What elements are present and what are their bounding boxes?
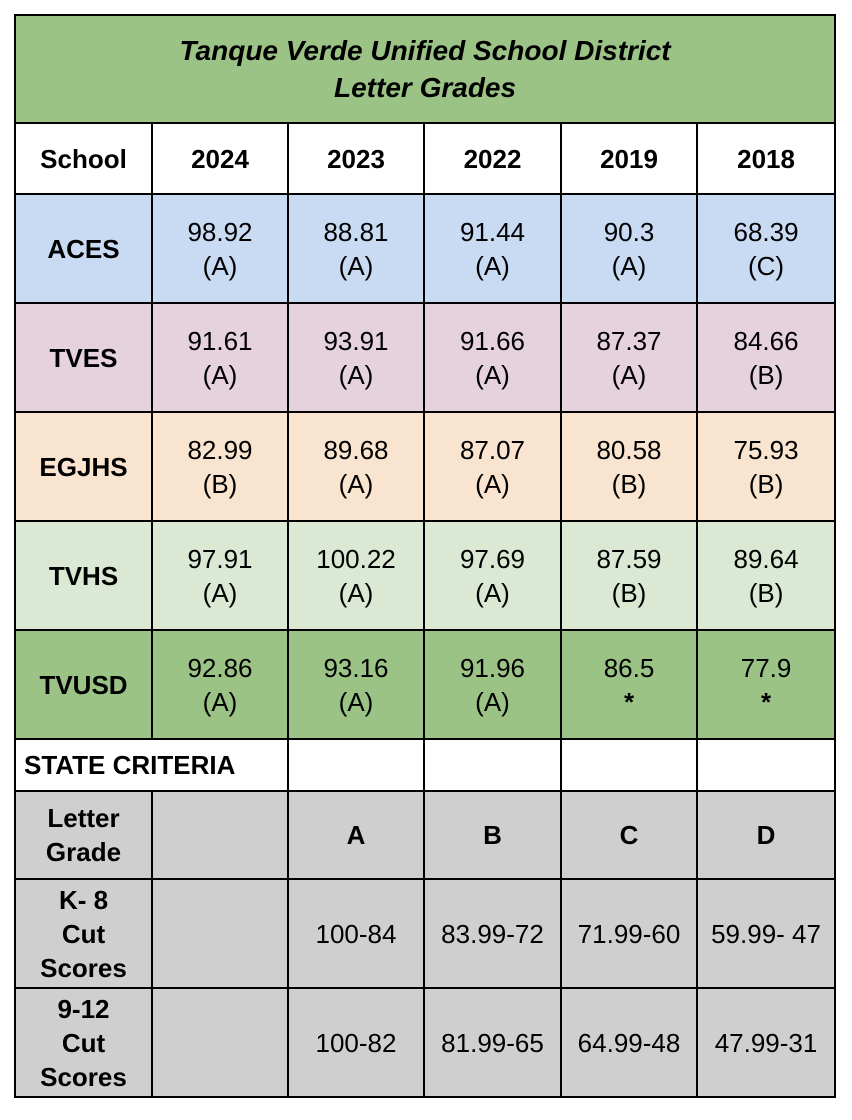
score-value: 84.66: [733, 325, 799, 356]
label-line: 9-12: [57, 993, 110, 1024]
score-value: 93.91: [323, 325, 389, 356]
label-line: Scores: [40, 952, 127, 983]
letter-grade-value: B: [424, 791, 561, 879]
score-grade: (A): [202, 686, 238, 717]
score-grade: (A): [202, 577, 238, 608]
score-value: 87.59: [596, 543, 662, 574]
score-cell: [288, 412, 424, 521]
score-cell: [424, 521, 561, 630]
cut-score-range: 100-82: [288, 988, 424, 1097]
score-value: 97.69: [459, 543, 526, 574]
state-criteria-label: STATE CRITERIA: [15, 739, 288, 791]
score-value: 98.92: [187, 216, 253, 247]
empty-cell: [424, 739, 561, 791]
score-value: 91.61: [187, 325, 253, 356]
school-row-egjhs: [15, 412, 835, 521]
k8-cut-scores-row: [15, 879, 835, 988]
score-cell: [152, 194, 288, 303]
school-row-tves: [15, 303, 835, 412]
score-value: 91.44: [459, 216, 526, 247]
score-cell: [152, 630, 288, 739]
cut-score-range: 71.99-60: [561, 879, 697, 988]
score-grade: (A): [475, 577, 510, 608]
score-cell: [288, 194, 424, 303]
score-cell: [561, 194, 697, 303]
empty-cell: [152, 879, 288, 988]
title-line-2: Letter Grades: [334, 72, 517, 103]
title-line-1: Tanque Verde Unified School District: [179, 35, 671, 66]
header-school: School: [15, 123, 152, 194]
cut-score-range: 100-84: [288, 879, 424, 988]
cut-score-range: 64.99-48: [561, 988, 697, 1097]
header-row: [15, 123, 835, 194]
score-value: 89.64: [733, 543, 799, 574]
score-cell: [424, 412, 561, 521]
score-value: 82.99: [187, 434, 253, 465]
score-value: 68.39: [733, 216, 799, 247]
cut-score-range: 59.99- 47: [697, 879, 835, 988]
cut-score-range: 83.99-72: [424, 879, 561, 988]
score-cell: [561, 303, 697, 412]
cut-score-range: 47.99-31: [697, 988, 835, 1097]
score-grade: (C): [747, 250, 785, 281]
letter-grade-value: A: [288, 791, 424, 879]
score-value: 86.5: [603, 652, 655, 683]
score-value: 92.86: [187, 652, 253, 683]
score-grade: (B): [202, 468, 238, 499]
score-value: 89.68: [323, 434, 389, 465]
score-grade: (A): [475, 686, 510, 717]
letter-grades-table: [14, 14, 836, 1098]
score-grade: (A): [338, 250, 374, 281]
header-year: 2018: [697, 123, 835, 194]
score-cell: [697, 194, 835, 303]
label-line: Scores: [40, 1061, 127, 1092]
score-grade: (A): [611, 359, 647, 390]
score-grade: (A): [475, 359, 510, 390]
score-cell: [424, 194, 561, 303]
hs-cut-scores-label: [15, 988, 152, 1097]
school-name: TVUSD: [15, 630, 152, 739]
score-grade: (B): [748, 359, 784, 390]
score-cell: [561, 630, 697, 739]
score-grade: *: [760, 686, 772, 717]
header-year: 2023: [288, 123, 424, 194]
score-grade: (A): [338, 577, 374, 608]
letter-grade-label: [15, 791, 152, 879]
letter-grade-value: D: [697, 791, 835, 879]
score-value: 100.22: [316, 543, 396, 574]
score-grade: (A): [338, 686, 374, 717]
label-line: Grade: [45, 837, 122, 867]
cut-score-range: 81.99-65: [424, 988, 561, 1097]
k8-cut-scores-label: [15, 879, 152, 988]
score-value: 90.3: [603, 216, 655, 247]
score-cell: [288, 521, 424, 630]
score-cell: [697, 521, 835, 630]
score-cell: [424, 303, 561, 412]
score-value: 88.81: [323, 216, 389, 247]
score-value: 97.91: [187, 543, 253, 574]
score-grade: (B): [748, 468, 784, 499]
score-grade: *: [623, 686, 635, 717]
school-name: TVHS: [15, 521, 152, 630]
score-value: 91.66: [459, 325, 526, 356]
label-line: Letter: [47, 803, 120, 833]
score-cell: [152, 521, 288, 630]
state-criteria-row: [15, 739, 835, 791]
score-grade: (A): [202, 359, 238, 390]
score-grade: (A): [202, 250, 238, 281]
score-value: 80.58: [596, 434, 662, 465]
label-line: Cut: [61, 918, 106, 949]
score-grade: (A): [611, 250, 647, 281]
score-cell: [424, 630, 561, 739]
header-year: 2022: [424, 123, 561, 194]
score-cell: [288, 303, 424, 412]
empty-cell: [152, 791, 288, 879]
letter-grade-row: [15, 791, 835, 879]
empty-cell: [152, 988, 288, 1097]
empty-cell: [561, 739, 697, 791]
score-grade: (A): [338, 468, 374, 499]
score-value: 87.07: [459, 434, 526, 465]
score-value: 91.96: [459, 652, 526, 683]
header-year: 2019: [561, 123, 697, 194]
school-row-tvhs: [15, 521, 835, 630]
score-grade: (A): [475, 468, 510, 499]
score-cell: [697, 303, 835, 412]
letter-grade-value: C: [561, 791, 697, 879]
empty-cell: [288, 739, 424, 791]
school-row-tvusd: [15, 630, 835, 739]
table-title: [15, 15, 835, 123]
score-cell: [697, 412, 835, 521]
score-cell: [288, 630, 424, 739]
score-grade: (B): [611, 577, 647, 608]
score-grade: (A): [475, 250, 510, 281]
score-value: 77.9: [740, 652, 792, 683]
empty-cell: [697, 739, 835, 791]
label-line: Cut: [61, 1027, 106, 1058]
score-value: 87.37: [596, 325, 662, 356]
label-line: K- 8: [58, 884, 109, 915]
title-row: [15, 15, 835, 123]
score-cell: [561, 521, 697, 630]
score-cell: [697, 630, 835, 739]
hs-cut-scores-row: [15, 988, 835, 1097]
school-name: TVES: [15, 303, 152, 412]
score-grade: (A): [338, 359, 374, 390]
school-row-aces: [15, 194, 835, 303]
score-value: 93.16: [323, 652, 389, 683]
header-year: 2024: [152, 123, 288, 194]
score-grade: (B): [748, 577, 784, 608]
score-cell: [152, 303, 288, 412]
score-cell: [152, 412, 288, 521]
score-grade: (B): [611, 468, 647, 499]
score-cell: [561, 412, 697, 521]
score-value: 75.93: [733, 434, 799, 465]
school-name: EGJHS: [15, 412, 152, 521]
school-name: ACES: [15, 194, 152, 303]
